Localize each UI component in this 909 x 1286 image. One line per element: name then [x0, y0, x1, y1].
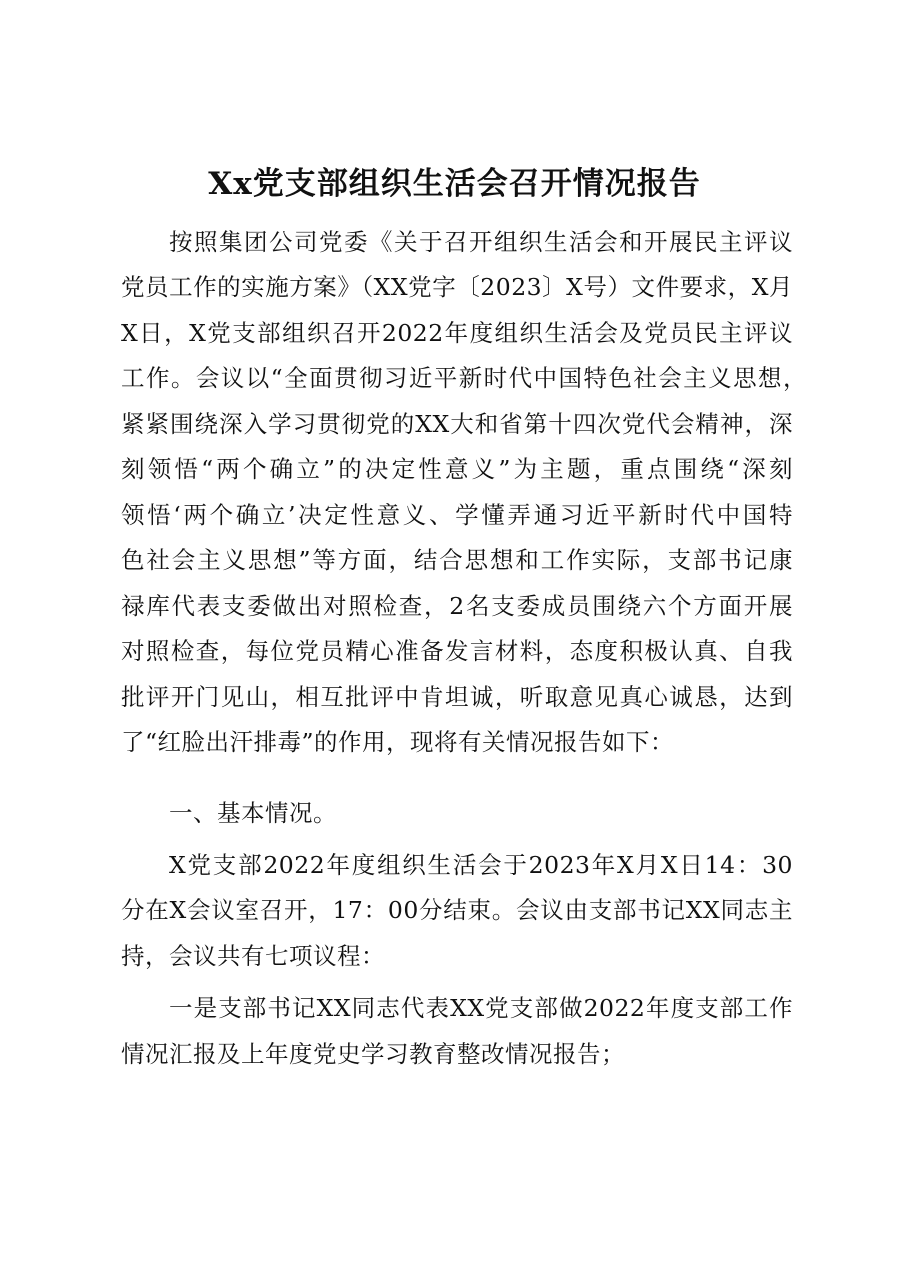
text-line: 了“红脸出汗排毒”的作用，现将有关情况报告如下： [121, 728, 675, 756]
document-title: Xx党支部组织生活会召开情况报告 [208, 166, 701, 202]
text-line: 持，会议共有七项议程： [121, 942, 385, 970]
section-heading: 一、基本情况。 [169, 799, 337, 827]
text-line: 紧紧围绕深入学习贯彻党的XX大和省第十四次党代会精神，深 [121, 410, 793, 438]
text-line: 刻领悟“两个确立”的决定性意义”为主题，重点围绕“深刻 [121, 455, 793, 483]
text-line: 领悟‘两个确立’决定性意义、学懂弄通习近平新时代中国特 [121, 501, 793, 529]
text-line: 色社会主义思想”等方面，结合思想和工作实际，支部书记康 [121, 546, 793, 574]
text-line: 按照集团公司党委《关于召开组织生活会和开展民主评议 [169, 228, 793, 256]
text-line: 批评开门见山，相互批评中肯坦诚，听取意见真心诚恳，达到 [121, 683, 793, 711]
text-line: X党支部2022年度组织生活会于2023年X月X日14：30 [169, 851, 793, 879]
text-line: 一是支部书记XX同志代表XX党支部做2022年度支部工作 [169, 994, 793, 1022]
text-line: 分在X会议室召开，17：00分结束。会议由支部书记XX同志主 [121, 896, 793, 924]
text-line: 工作。会议以“全面贯彻习近平新时代中国特色社会主义思想， [121, 364, 807, 392]
text-line: 对照检查，每位党员精心准备发言材料，态度积极认真、自我 [121, 637, 793, 665]
text-line: 禄库代表支委做出对照检查，2名支委成员围绕六个方面开展 [121, 592, 793, 620]
text-line: 党员工作的实施方案》（XX党字〔2023〕X号）文件要求，X月 [121, 273, 793, 301]
text-line: X日，X党支部组织召开2022年度组织生活会及党员民主评议 [121, 319, 793, 347]
text-line: 情况汇报及上年度党史学习教育整改情况报告； [121, 1040, 625, 1068]
